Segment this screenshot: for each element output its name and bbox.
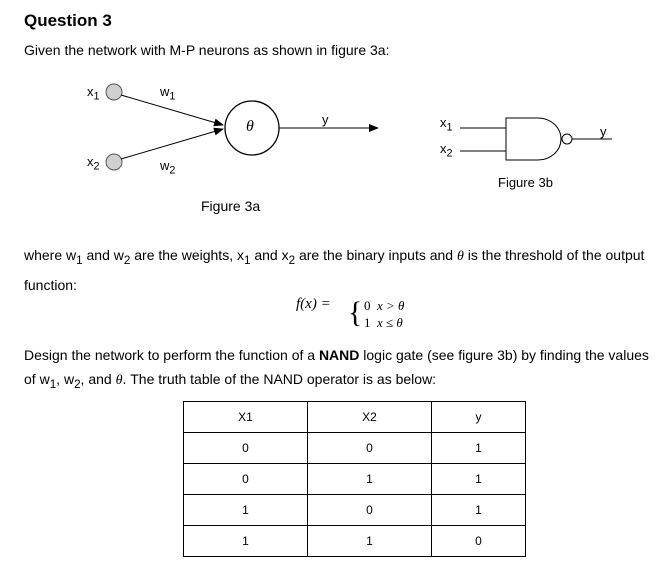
header-x2: X2	[308, 402, 432, 433]
edge-w2	[121, 129, 223, 159]
table-cell: 0	[308, 495, 432, 526]
table-row	[184, 433, 526, 464]
label-output-y: y	[322, 112, 329, 127]
truth-table	[183, 401, 526, 557]
table-cell: 0	[184, 433, 308, 464]
table-cell: 0	[432, 526, 526, 557]
question-title: Question 3	[24, 11, 112, 30]
weights-description: where $w_1$ and $w_2$ are the weights, $x_1$ and $x_2$ are the binary inputs and θ is the threshold of the output function:	[24, 247, 645, 293]
nand-inversion-bubble	[562, 134, 572, 144]
question-intro: Given the network with M-P neurons as shown in figure 3a:	[24, 42, 390, 58]
figure-3b-caption: Figure 3b	[498, 175, 553, 190]
table-cell: 1	[432, 433, 526, 464]
formula-case-1: 0 x > θ	[364, 298, 405, 313]
truth-table-header	[184, 402, 526, 433]
table-row	[184, 495, 526, 526]
table-cell: 1	[184, 526, 308, 557]
header-x1: X1	[184, 402, 308, 433]
formula-case-2: 1 x ≤ θ	[364, 315, 403, 330]
table-cell: 1	[308, 464, 432, 495]
figure-3a-caption: Figure 3a	[201, 198, 261, 214]
table-cell: 1	[308, 526, 432, 557]
formula-cases	[364, 297, 404, 331]
table-cell: 0	[184, 464, 308, 495]
table-row	[184, 464, 526, 495]
label-x2: $x_2$	[87, 154, 100, 173]
gate-label-x2: $x_2$	[440, 141, 453, 160]
formula-brace: {	[348, 296, 363, 329]
design-instructions: Design the network to perform the function of a NAND logic gate (see figure 3b) by finding the values of $w_1$, $w_2$, and θ. The truth table of the NAND operator is as below:	[24, 347, 649, 391]
table-cell: 0	[308, 433, 432, 464]
table-cell: 1	[432, 464, 526, 495]
input-node-x2	[106, 154, 122, 170]
label-w1: $w_1$	[160, 84, 176, 103]
table-cell: 1	[184, 495, 308, 526]
gate-label-y: y	[600, 124, 607, 139]
label-w2: $w_2$	[160, 158, 176, 177]
label-theta: θ	[246, 118, 254, 135]
table-row	[184, 526, 526, 557]
nand-gate-body	[506, 118, 561, 160]
label-x1: $x_1$	[87, 84, 100, 103]
gate-label-x1: $x_1$	[440, 115, 453, 134]
table-cell: 1	[432, 495, 526, 526]
header-y: y	[432, 402, 526, 433]
formula-lhs: f(x) =	[296, 296, 331, 312]
input-node-x1	[106, 84, 122, 100]
